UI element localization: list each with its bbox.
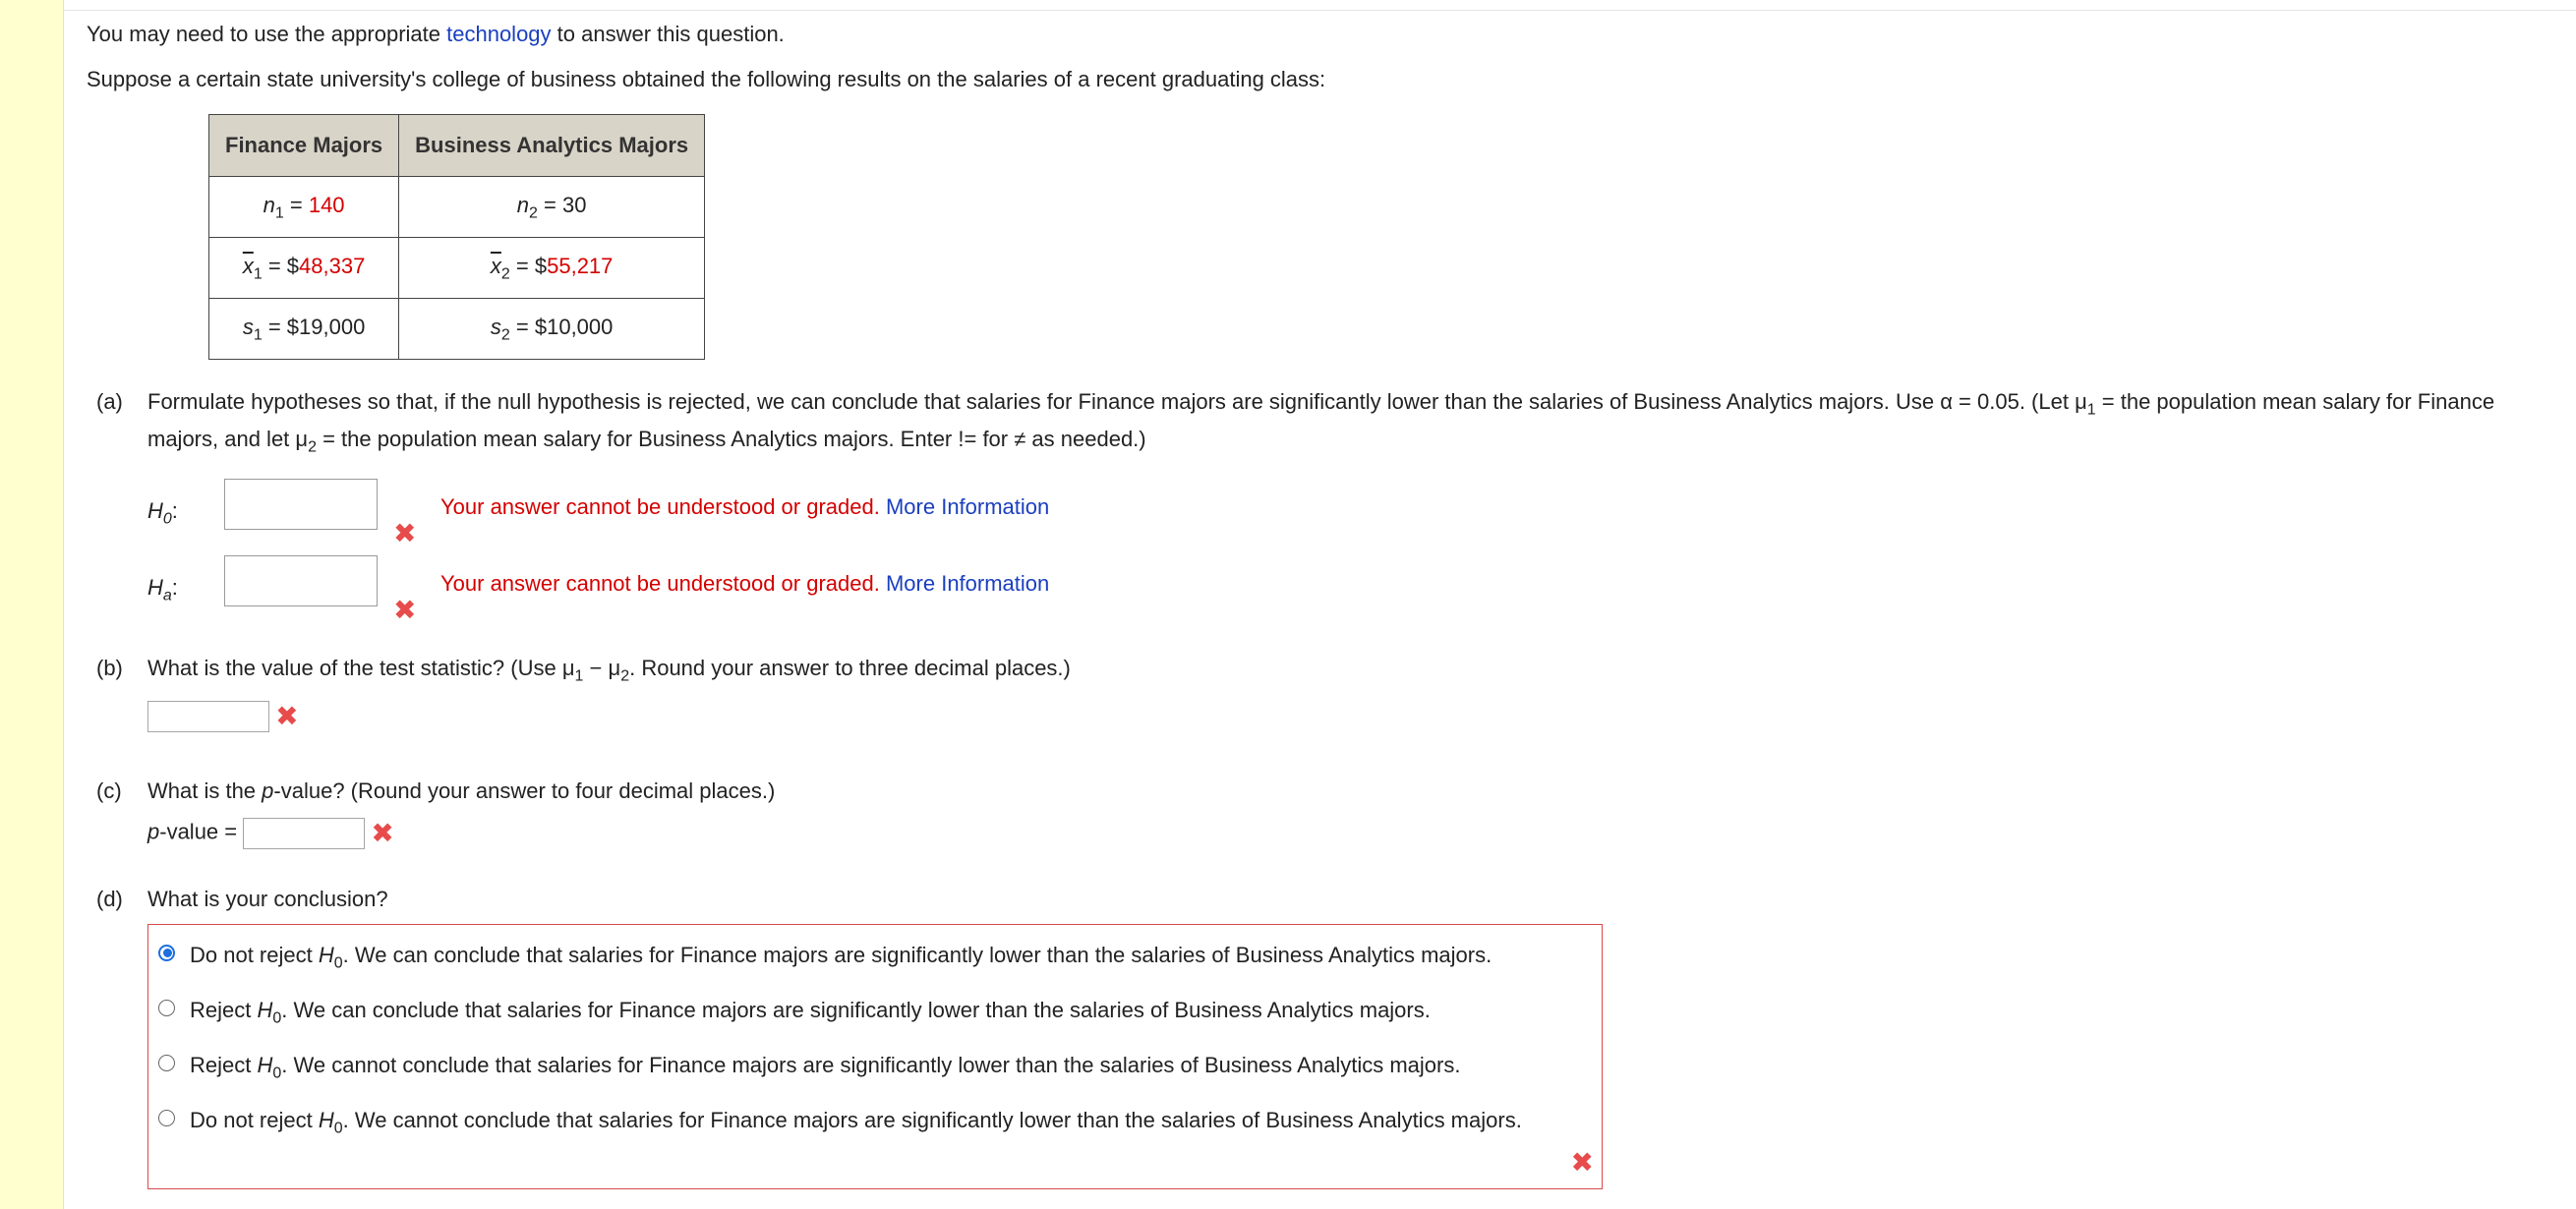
test-statistic-wrong-icon: ✖ bbox=[275, 700, 299, 731]
radio-option-4[interactable] bbox=[158, 1110, 175, 1126]
question-content bbox=[87, 18, 2545, 1189]
cell-n2: $n_2 = 30$ bbox=[399, 177, 705, 238]
ha-more-info-link[interactable]: More Information bbox=[885, 570, 1050, 596]
technology-link[interactable]: technology bbox=[446, 22, 552, 46]
ha-row bbox=[87, 555, 2545, 632]
h0-input[interactable] bbox=[224, 479, 378, 530]
ha-input[interactable] bbox=[224, 555, 378, 606]
setup-text: Suppose a certain state university's college of business obtained the following results on the salaries of a recent graduating class: bbox=[87, 67, 1326, 92]
header-finance: Finance Majors bbox=[209, 115, 399, 177]
radio-option-1[interactable] bbox=[158, 945, 175, 961]
radio-option-3[interactable] bbox=[158, 1055, 175, 1071]
top-divider bbox=[63, 0, 2576, 11]
part-b-label: (b) bbox=[96, 655, 123, 680]
radio-option-2[interactable] bbox=[158, 1000, 175, 1016]
table-row-xbar bbox=[209, 238, 705, 299]
ha-label: $H_a$: bbox=[147, 574, 178, 604]
pvalue-label: p-value = bbox=[147, 819, 238, 844]
conclusion-option-4[interactable]: Do not reject $H_0$. We cannot conclude that salaries for Finance majors are significantly lower than the salaries of Business Analytics majors. bbox=[154, 1104, 1586, 1141]
h0-label: $H_0$: bbox=[147, 497, 178, 528]
part-a bbox=[87, 385, 2545, 460]
part-b bbox=[87, 652, 2545, 738]
cell-n1: $n_1 = 140$ bbox=[209, 177, 399, 238]
pvalue-wrong-icon: ✖ bbox=[371, 818, 394, 849]
h0-row bbox=[87, 479, 2545, 555]
part-d-question: What is your conclusion? bbox=[147, 886, 388, 911]
cell-xbar2: $\overline{x}_2$ = $55,217 bbox=[399, 238, 705, 299]
test-statistic-input[interactable] bbox=[147, 701, 269, 732]
part-c-question: What is the p-value? (Round your answer to four decimal places.) bbox=[147, 778, 776, 804]
part-c-label: (c) bbox=[96, 778, 122, 804]
hypotheses bbox=[87, 479, 2545, 632]
conclusion-option-1[interactable]: Do not reject $H_0$. We can conclude that salaries for Finance majors are significantly lower than the salaries of Business Analytics majors. bbox=[154, 939, 1596, 976]
left-margin-strip bbox=[0, 0, 64, 1209]
cell-xbar1: $\overline{x}_1$ = $48,337 bbox=[209, 238, 399, 299]
ha-error-message: Your answer cannot be understood or graded. More Information bbox=[440, 570, 1050, 596]
test-statistic-row bbox=[147, 695, 2545, 737]
pvalue-row bbox=[147, 812, 2545, 854]
pvalue-input[interactable] bbox=[243, 818, 365, 849]
conclusion-option-3[interactable]: Reject $H_0$. We cannot conclude that salaries for Finance majors are significantly lower than the salaries of Business Analytics majors. bbox=[154, 1049, 1596, 1086]
h0-wrong-icon: ✖ bbox=[393, 517, 417, 548]
salary-table bbox=[208, 114, 705, 360]
cell-s2: $s_2$ = $10,000 bbox=[399, 299, 705, 360]
table-header-row bbox=[209, 115, 705, 177]
part-a-label: (a) bbox=[96, 389, 123, 415]
conclusion-options bbox=[147, 924, 1603, 1189]
conclusion-option-2[interactable]: Reject $H_0$. We can conclude that salaries for Finance majors are significantly lower than the salaries of Business Analytics majors. bbox=[154, 994, 1596, 1031]
part-a-question: Formulate hypotheses so that, if the null hypothesis is rejected, we can conclude that salaries for Finance majors are significantly lower than the salaries of Business Analytics majors. Use α = 0.05. (Let $\mu_1$ = the population mean salary for Finance majors, and let $\mu_2$ = the population mean salary for Business Analytics majors. Enter != for ≠ as needed.) bbox=[147, 389, 2495, 456]
part-c bbox=[87, 775, 2545, 854]
ha-wrong-icon: ✖ bbox=[393, 594, 417, 625]
conclusion-wrong-icon: ✖ bbox=[1570, 1147, 1594, 1179]
part-b-question: What is the value of the test statistic? (Use $\mu_1 - \mu_2$. Round your answer to three decimal places.) bbox=[147, 655, 1071, 685]
cell-s1: $s_1$ = $19,000 bbox=[209, 299, 399, 360]
part-d bbox=[87, 883, 2545, 916]
part-d-label: (d) bbox=[96, 886, 123, 911]
table-row-n bbox=[209, 177, 705, 238]
intro-text: You may need to use the appropriate technology to answer this question. bbox=[87, 22, 785, 46]
header-business-analytics: Business Analytics Majors bbox=[399, 115, 705, 177]
table-row-s bbox=[209, 299, 705, 360]
h0-more-info-link[interactable]: More Information bbox=[885, 493, 1050, 519]
h0-error-message: Your answer cannot be understood or graded. More Information bbox=[440, 493, 1050, 519]
